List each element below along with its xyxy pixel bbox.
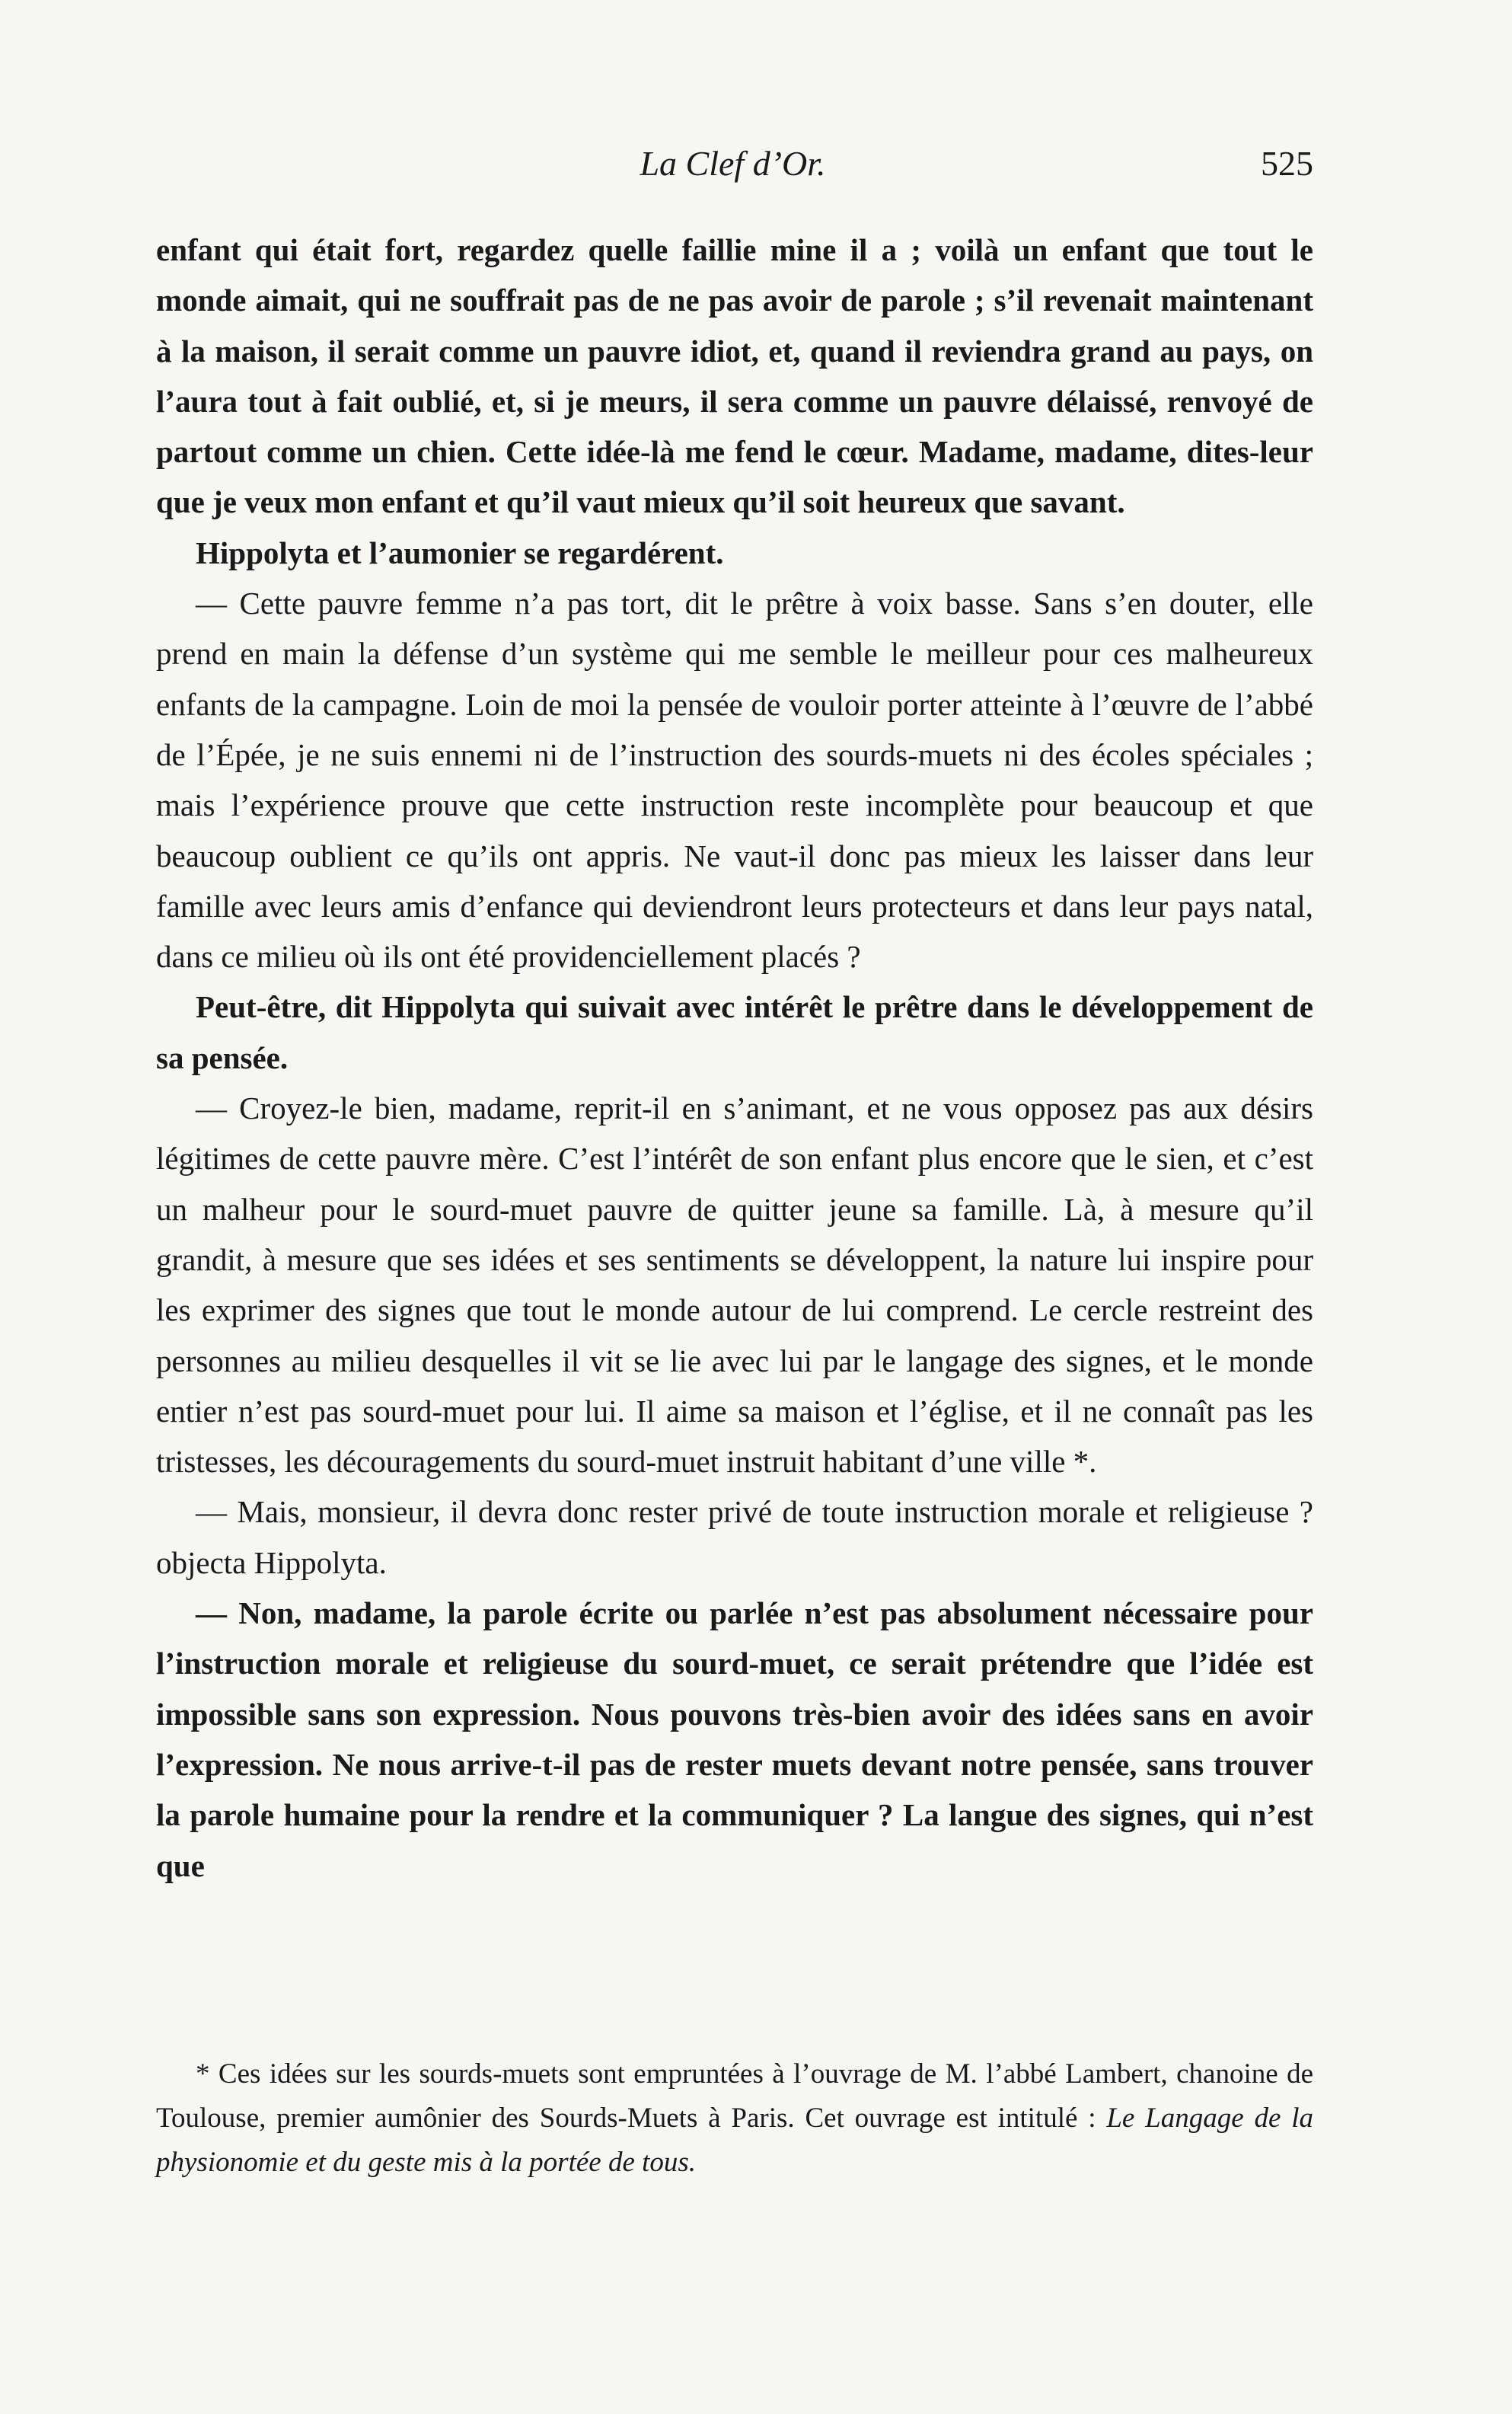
footnote-text: * Ces idées sur les sourds-muets sont empruntées à l’ouvrage de M. l’abbé Lambert, chanoine de Toulouse, premier aumônier des Sourds-Muets à Paris. Cet ouvrage est intitulé : [156,2058,1313,2134]
paragraph: Peut-être, dit Hippolyta qui suivait avec intérêt le prêtre dans le développement de sa pensée. [156,989,1313,1075]
paragraph: Hippolyta et l’aumonier se regardérent. [196,535,724,570]
paragraph: — Cette pauvre femme n’a pas tort, dit le prêtre à voix basse. Sans s’en douter, elle prend en main la défense d’un système qui me semble le meilleur pour ces malheureux enfants de la campagne. Loin de moi la pensée de vouloir porter atteinte à l’œuvre de l’abbé de l’Épée, je ne suis ennemi ni de l’instruction des sourds-muets ni des écoles spéciales ; mais l’expérience prouve que cette instruction reste incomplète pour beaucoup et que beaucoup oublient ce qu’ils ont appris. Ne vaut-il donc pas mieux les laisser dans leur famille avec leurs amis d’enfance qui deviendront leurs protecteurs et dans leur pays natal, dans ce milieu où ils ont été providenciellement placés ? [156,586,1313,975]
paragraph: enfant qui était fort, regardez quelle faillie mine il a ; voilà un enfant que tout le monde aimait, qui ne souffrait pas de ne pas avoir de parole ; s’il revenait maintenant à la maison, il serait comme un pauvre idiot, et, quand il reviendra grand au pays, on l’aura tout à fait oublié, et, si je meurs, il sera comme un pauvre délaissé, renvoyé de partout comme un chien. Cette idée-là me fend le cœur. Madame, madame, dites-leur que je veux mon enfant et qu’il vaut mieux qu’il soit heureux que savant. [156,232,1313,520]
body-text [156,225,1313,1891]
page-number: 525 [1261,144,1313,183]
footnote-book-title: Le Langage de la physionomie et du geste mis à la portée de tous. [156,2103,1313,2178]
footnote [156,2052,1313,2185]
footnote-paragraph [156,2052,1313,2185]
paragraph: — Croyez-le bien, madame, reprit-il en s’animant, et ne vous opposez pas aux désirs légitimes de cette pauvre mère. C’est l’intérêt de son enfant plus encore que le sien, et c’est un malheur pour le sourd-muet pauvre de quitter jeune sa famille. Là, à mesure qu’il grandit, à mesure que ses idées et ses sentiments se développent, la nature lui inspire pour les exprimer des signes que tout le monde autour de lui comprend. Le cercle restreint des personnes au milieu desquelles il vit se lie avec lui par le langage des signes, et le monde entier n’est pas sourd-muet pour lui. Il aime sa maison et l’église, et il ne connaît pas les tristesses, les découragements du sourd-muet instruit habitant d’une ville *. [156,1090,1313,1480]
running-title: La Clef d’Or. [640,144,826,183]
paragraph: — Mais, monsieur, il devra donc rester privé de toute instruction morale et religieuse ? objecta Hippolyta. [156,1494,1313,1580]
paragraph: — Non, madame, la parole écrite ou parlée n’est pas absolument nécessaire pour l’instruction morale et religieuse du sourd-muet, ce serait prétendre que l’idée est impossible sans son expression. Nous pouvons très-bien avoir des idées sans en avoir l’expression. Ne nous arrive-t-il pas de rester muets devant notre pensée, sans trouver la parole humaine pour la rendre et la communiquer ? La langue des signes, qui n’est que [156,1595,1313,1883]
running-head [152,137,1313,190]
